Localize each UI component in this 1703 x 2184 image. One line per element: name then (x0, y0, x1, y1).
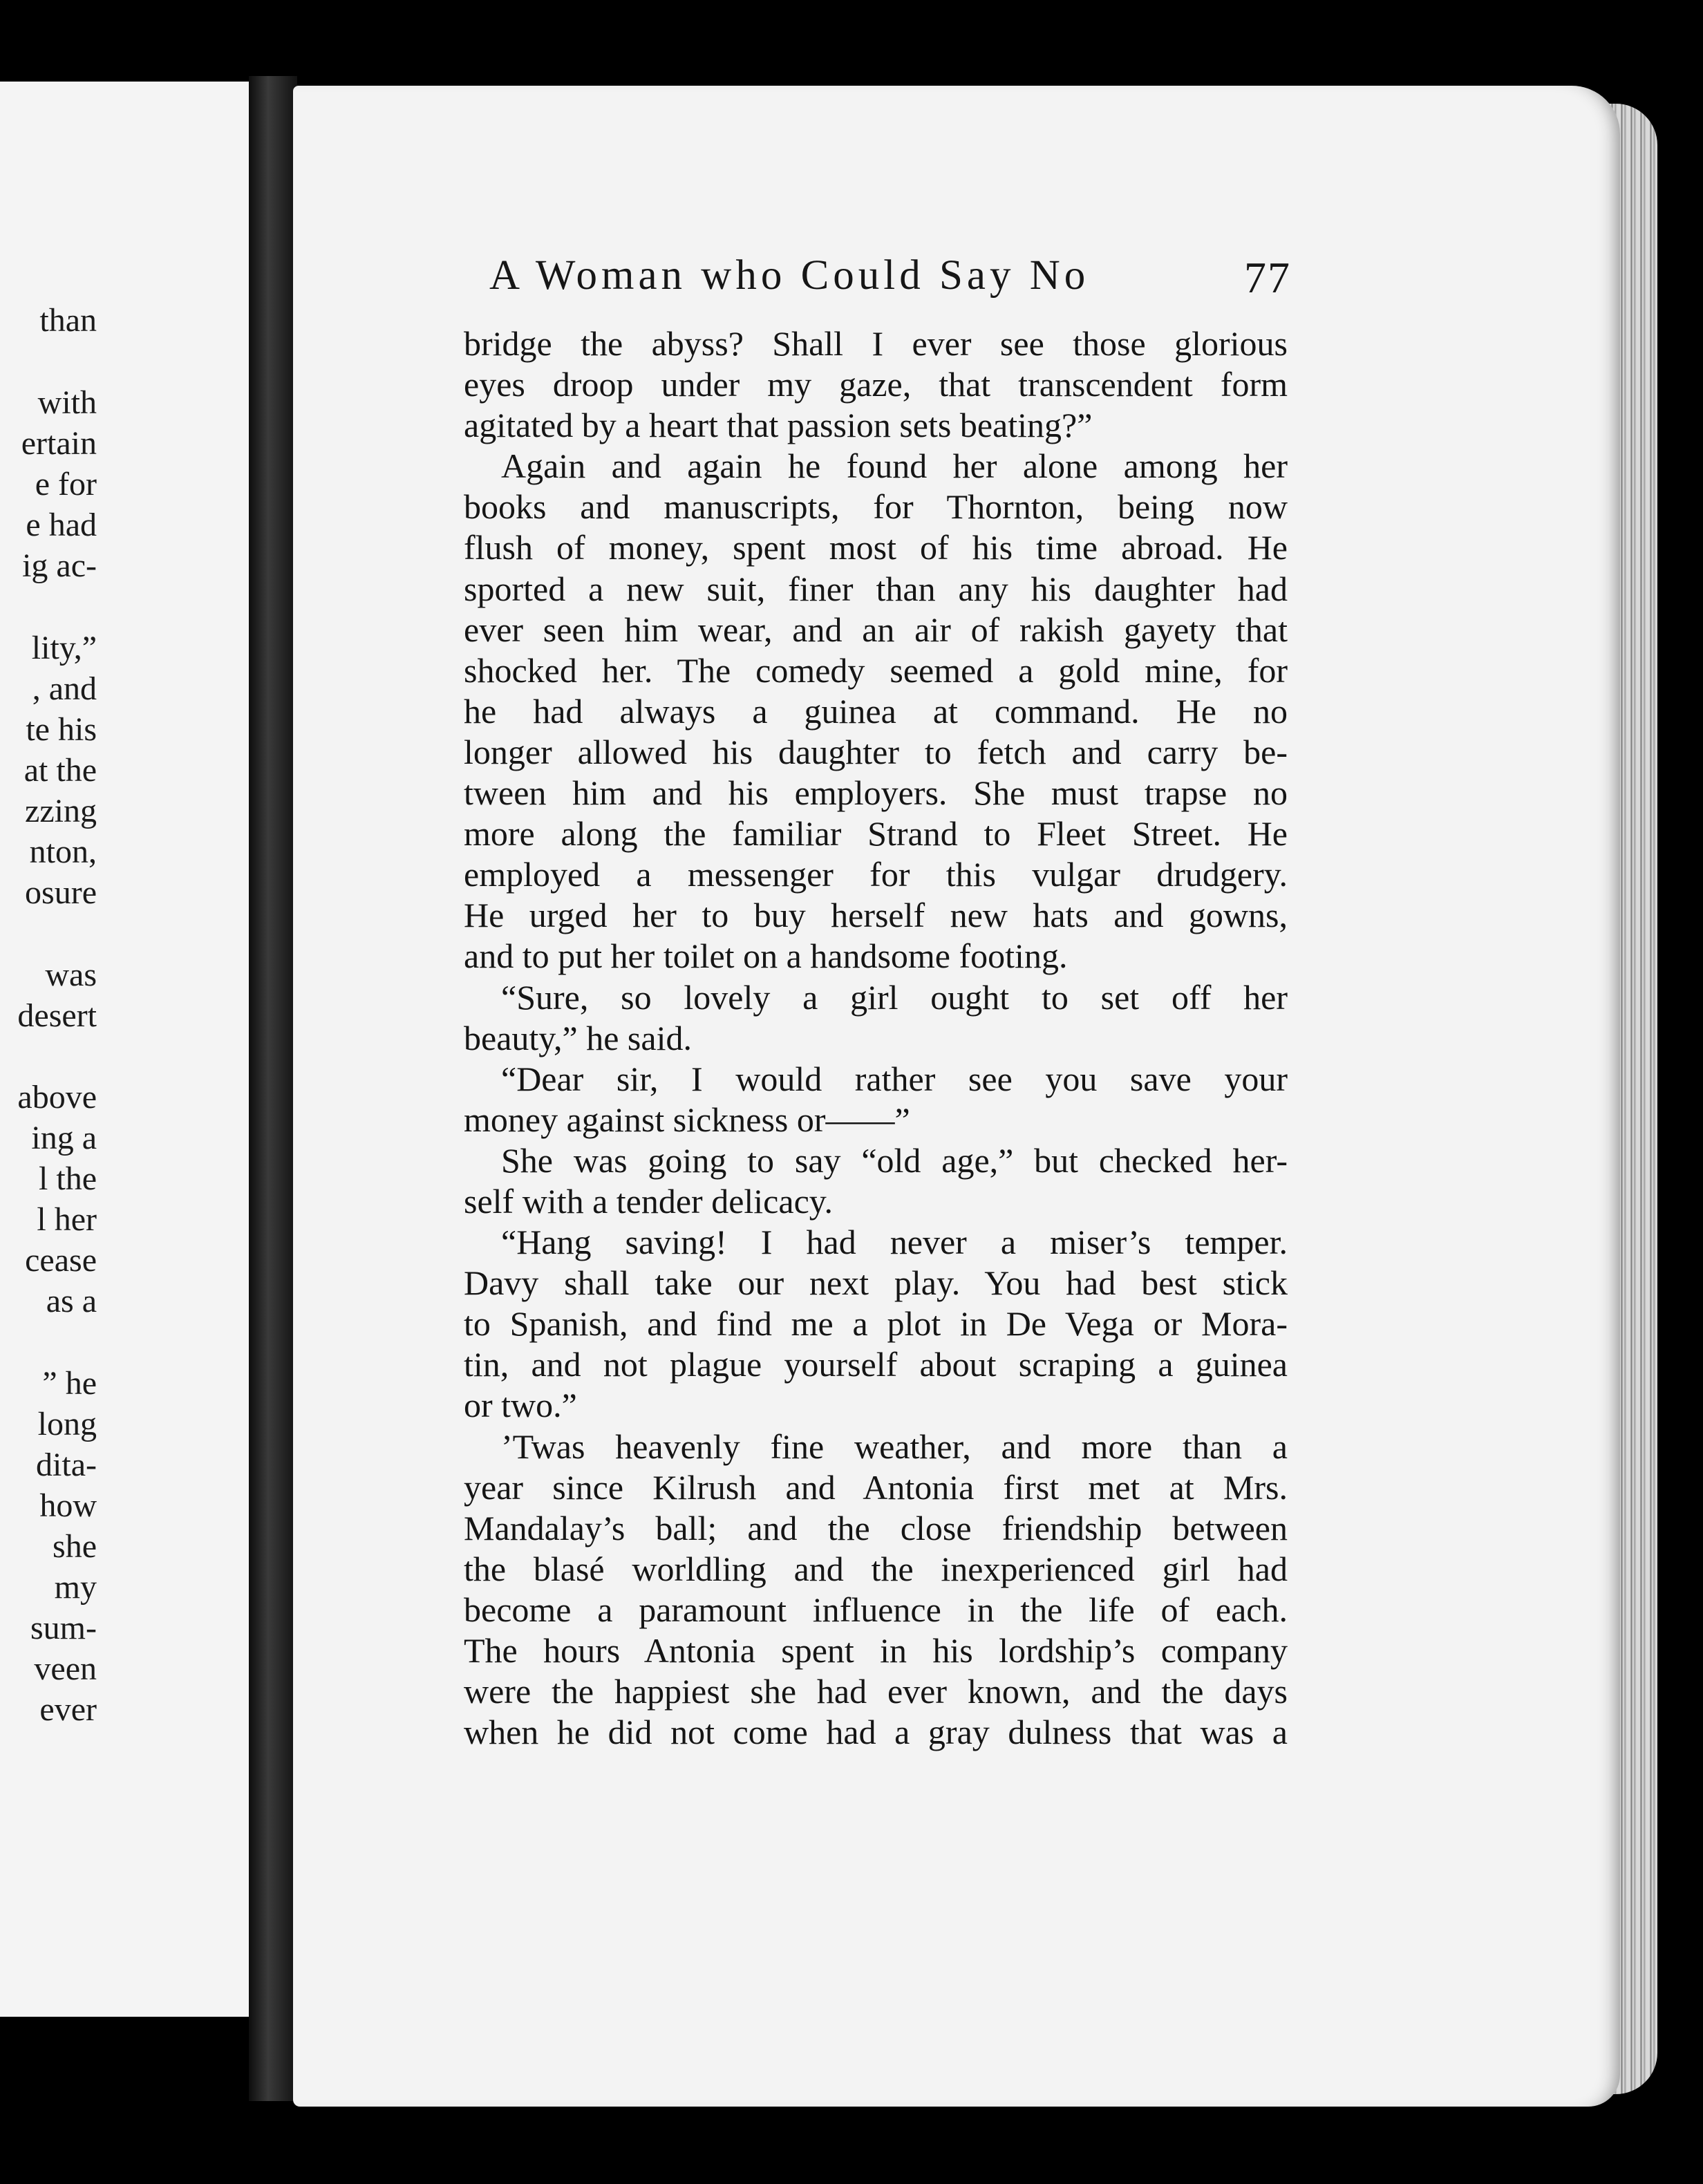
text-line: tin, and not plague yourself about scraping a guinea (464, 1345, 1288, 1384)
left-page-fragment: above (17, 1079, 97, 1115)
paragraph-first-line: Again and again he found her alone among her (501, 446, 1288, 486)
left-page-fragment: ing a (31, 1120, 97, 1156)
text-line: beauty,” he said. (464, 1018, 692, 1057)
left-page-fragment: ever (39, 1691, 97, 1728)
left-page-fragment: ” he (42, 1365, 97, 1402)
text-line: agitated by a heart that passion sets beating?” (464, 406, 1093, 445)
left-page-fragment: than (39, 302, 97, 339)
body-text (464, 323, 1288, 1753)
text-line: flush of money, spent most of his time abroad. He (464, 528, 1288, 567)
text-line: ever seen him wear, and an air of rakish gayety that (464, 610, 1288, 649)
text-line: He urged her to buy herself new hats and gowns, (464, 896, 1288, 935)
text-line: tween him and his employers. She must trapse no (464, 773, 1288, 813)
text-line: year since Kilrush and Antonia first met at Mrs. (464, 1467, 1288, 1507)
left-page-fragment: as a (46, 1283, 97, 1319)
left-page-fragment: l the (39, 1160, 97, 1197)
text-line: self with a tender delicacy. (464, 1181, 834, 1221)
left-page-fragment: lity,” (31, 630, 97, 666)
left-page-fragment: veen (34, 1650, 97, 1687)
text-line: become a paramount influence in the life of each. (464, 1590, 1288, 1629)
left-page-fragment: long (37, 1406, 97, 1442)
text-line: employed a messenger for this vulgar drudgery. (464, 855, 1288, 894)
left-page-fragment: l her (37, 1201, 97, 1238)
text-line: Davy shall take our next play. You had best stick (464, 1263, 1288, 1303)
text-line: sported a new suit, finer than any his daughter had (464, 569, 1288, 608)
left-page-fragment: sum- (30, 1610, 97, 1646)
text-line: the blasé worldling and the inexperienced girl had (464, 1549, 1288, 1588)
left-page-fragment: dita- (36, 1447, 97, 1483)
left-page-fragment: e for (35, 466, 97, 502)
left-page-fragment: , and (32, 670, 97, 707)
text-line: more along the familiar Strand to Fleet Street. He (464, 814, 1288, 854)
left-page-fragment: ertain (21, 425, 97, 462)
left-page-fragment: te his (26, 711, 97, 748)
text-line: and to put her toilet on a handsome footing. (464, 936, 1068, 976)
text-line: books and manuscripts, for Thornton, being now (464, 487, 1288, 527)
paragraph-first-line: “Hang saving! I had never a miser’s temper. (501, 1223, 1288, 1262)
text-line: Mandalay’s ball; and the close friendship between (464, 1508, 1288, 1547)
left-page-fragment: nton, (29, 834, 97, 870)
running-head: A Woman who Could Say No (489, 252, 1090, 299)
page-header (489, 250, 1291, 305)
paragraph-first-line: “Dear sir, I would rather see you save your (501, 1059, 1288, 1098)
left-page-fragment: e had (26, 507, 97, 543)
left-page-fragment: cease (25, 1242, 97, 1279)
left-page-fragment: zzing (25, 793, 97, 829)
text-line: eyes droop under my gaze, that transcendent form (464, 365, 1288, 404)
left-facing-page (0, 82, 275, 2017)
left-page-fragment: she (53, 1528, 97, 1565)
left-page-fragment: with (37, 384, 97, 421)
paragraph-first-line: ’Twas heavenly fine weather, and more than a (501, 1427, 1288, 1466)
paragraph-first-line: She was going to say “old age,” but checked her- (501, 1140, 1288, 1180)
left-page-fragment: osure (25, 874, 97, 911)
text-line: were the happiest she had ever known, and the days (464, 1672, 1288, 1711)
left-page-fragment: desert (17, 997, 97, 1034)
text-line: to Spanish, and find me a plot in De Vega or Mora- (464, 1304, 1288, 1344)
text-line: shocked her. The comedy seemed a gold mine, for (464, 650, 1288, 690)
book-gutter (249, 76, 297, 2101)
text-line: when he did not come had a gray dulness that was a (464, 1713, 1288, 1752)
text-line: The hours Antonia spent in his lordship’s company (464, 1631, 1288, 1670)
page-number: 77 (1244, 253, 1291, 302)
left-page-fragment: at the (23, 752, 97, 789)
text-line: bridge the abyss? Shall I ever see those glorious (464, 324, 1288, 363)
left-page-fragment: my (54, 1569, 97, 1606)
left-page-fragment: how (39, 1487, 97, 1524)
text-line: or two.” (464, 1386, 577, 1425)
text-line: money against sickness or——” (464, 1100, 910, 1139)
text-line: longer allowed his daughter to fetch and carry be- (464, 732, 1288, 771)
paragraph-first-line: “Sure, so lovely a girl ought to set off her (501, 977, 1288, 1017)
text-line: he had always a guinea at command. He no (464, 691, 1288, 731)
left-page-fragment: ig ac- (22, 547, 97, 584)
left-page-fragment: was (45, 957, 97, 993)
